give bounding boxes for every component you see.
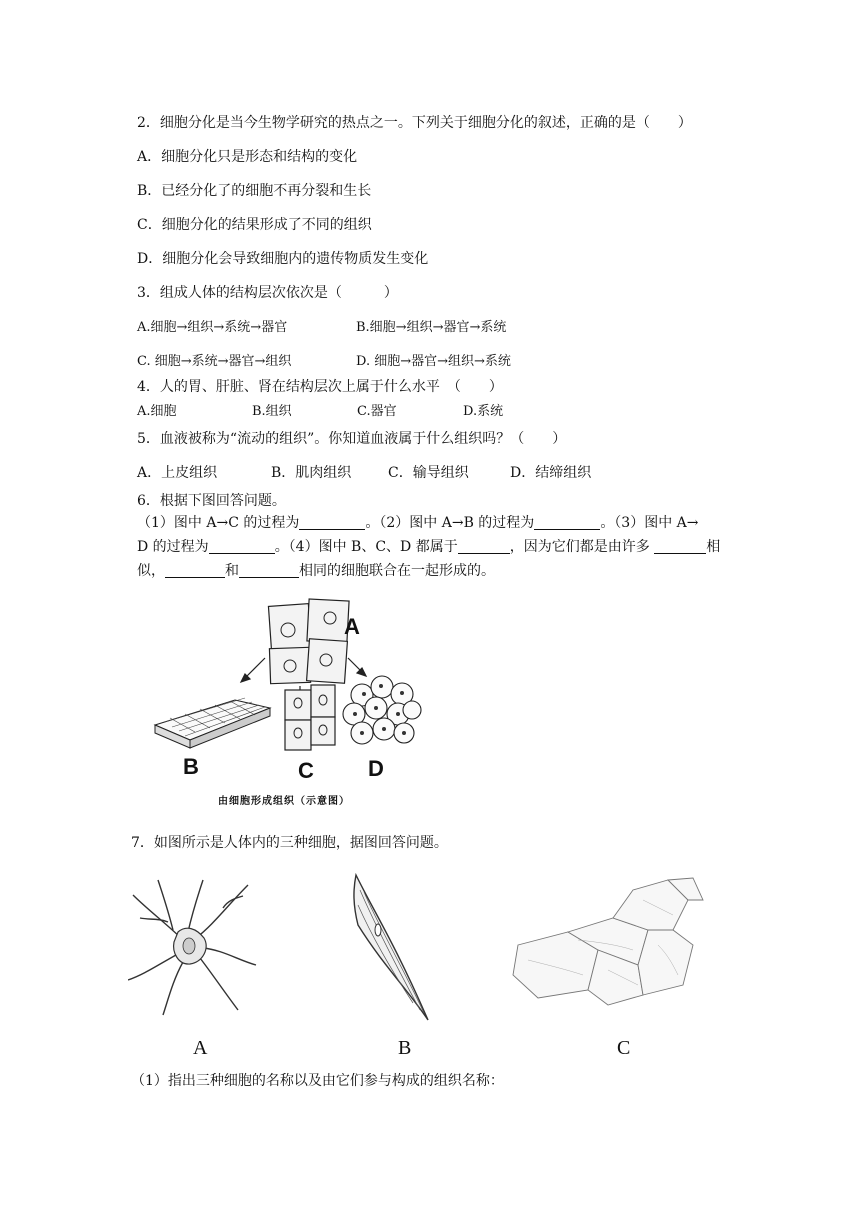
q6-stem: 6．根据下图回答问题。 (137, 493, 286, 509)
q2-stem: 2．细胞分化是当今生物学研究的热点之一。下列关于细胞分化的叙述，正确的是（ ） (137, 115, 692, 131)
q6-text-6: ，因为它们都是由许多 (509, 539, 650, 555)
answer-blank-1[interactable] (299, 515, 365, 530)
q2-option-d: D．细胞分化会导致细胞内的遗传物质发生变化 (137, 251, 429, 267)
epithelial-cells-drawing (513, 878, 703, 1005)
three-cells-figure (128, 870, 708, 1030)
cell-a-2 (307, 599, 349, 643)
q6-text-10: 相同的细胞联合在一起形成的。 (299, 563, 495, 579)
figure-label-d: D (368, 756, 384, 781)
q5-option-b: B．肌肉组织 (271, 465, 352, 481)
q2-option-a: A．细胞分化只是形态和结构的变化 (137, 149, 358, 165)
q4-option-a: A.细胞 (137, 404, 177, 419)
q6-line-3 (137, 560, 495, 580)
q6-text-9: 和 (225, 563, 239, 579)
q4-stem: 4．人的胃、肝脏、肾在结构层次上属于什么水平 （ ） (137, 379, 503, 395)
q3-stem: 3．组成人体的结构层次依次是（ ） (137, 285, 398, 301)
q3-option-d: D. 细胞→器官→组织→系统 (356, 354, 511, 369)
q4-options (137, 400, 557, 418)
q6-text-2: 。（2）图中 A→B 的过程为 (365, 515, 535, 531)
q7-sub1: （1）指出三种细胞的名称以及由它们参与构成的组织名称： (131, 1073, 504, 1089)
q3-option-b: B.细胞→组织→器官→系统 (356, 320, 507, 335)
figure-label-a: A (344, 614, 360, 639)
figure-label-c: C (298, 758, 314, 783)
q6-line-1 (137, 512, 699, 532)
q6-text-3: 。（3）图中 A→ (600, 515, 699, 531)
q2-option-c: C．细胞分化的结果形成了不同的组织 (137, 217, 372, 233)
answer-blank-2[interactable] (534, 515, 600, 530)
q6-text-7: 相 (706, 539, 721, 555)
figure-label-b: B (183, 754, 199, 779)
q6-text-5: 。（4）图中 B、C、D 都属于 (274, 539, 458, 555)
figure-caption: 由细胞形成组织（示意图） (218, 796, 350, 807)
cell-a-1 (268, 604, 311, 652)
q5-option-a: A．上皮组织 (137, 465, 218, 481)
q5-option-d: D．结缔组织 (510, 465, 592, 481)
q4-option-b: B.组织 (252, 404, 292, 419)
q4-option-c: C.器官 (357, 404, 397, 419)
answer-blank-3[interactable] (209, 539, 275, 554)
cell-c-1 (285, 690, 311, 720)
cell-label-c: C (617, 1037, 631, 1059)
q4-option-d: D.系统 (463, 404, 504, 419)
q5-stem: 5．血液被称为“流动的组织”。你知道血液属于什么组织吗？（ ） (137, 431, 567, 447)
muscle-cell-drawing (354, 875, 428, 1020)
q6-line-2 (137, 536, 720, 556)
q3-option-c: C. 细胞→系统→器官→组织 (137, 354, 292, 369)
answer-blank-7[interactable] (239, 563, 299, 578)
q6-text-1: （1）图中 A→C 的过程为 (137, 515, 300, 531)
cell-a-3 (269, 647, 310, 683)
q7-stem: 7．如图所示是人体内的三种细胞，据图回答问题。 (131, 835, 448, 851)
q6-text-4: D 的过程为 (137, 539, 209, 555)
cell-c-4 (311, 717, 335, 745)
answer-blank-5[interactable] (654, 539, 706, 554)
cell-label-a: A (193, 1037, 208, 1059)
answer-blank-6[interactable] (165, 563, 225, 578)
q3-option-a: A.细胞→组织→系统→器官 (137, 320, 288, 335)
cell-a-4 (307, 639, 348, 684)
q2-option-b: B．已经分化了的细胞不再分裂和生长 (137, 183, 372, 199)
q5-option-c: C．输导组织 (388, 465, 469, 481)
answer-blank-4[interactable] (458, 539, 510, 554)
q6-text-8: 似， (137, 563, 165, 579)
cell-label-b: B (398, 1037, 412, 1059)
cell-c-2 (311, 685, 335, 717)
cell-c-3 (285, 720, 311, 750)
